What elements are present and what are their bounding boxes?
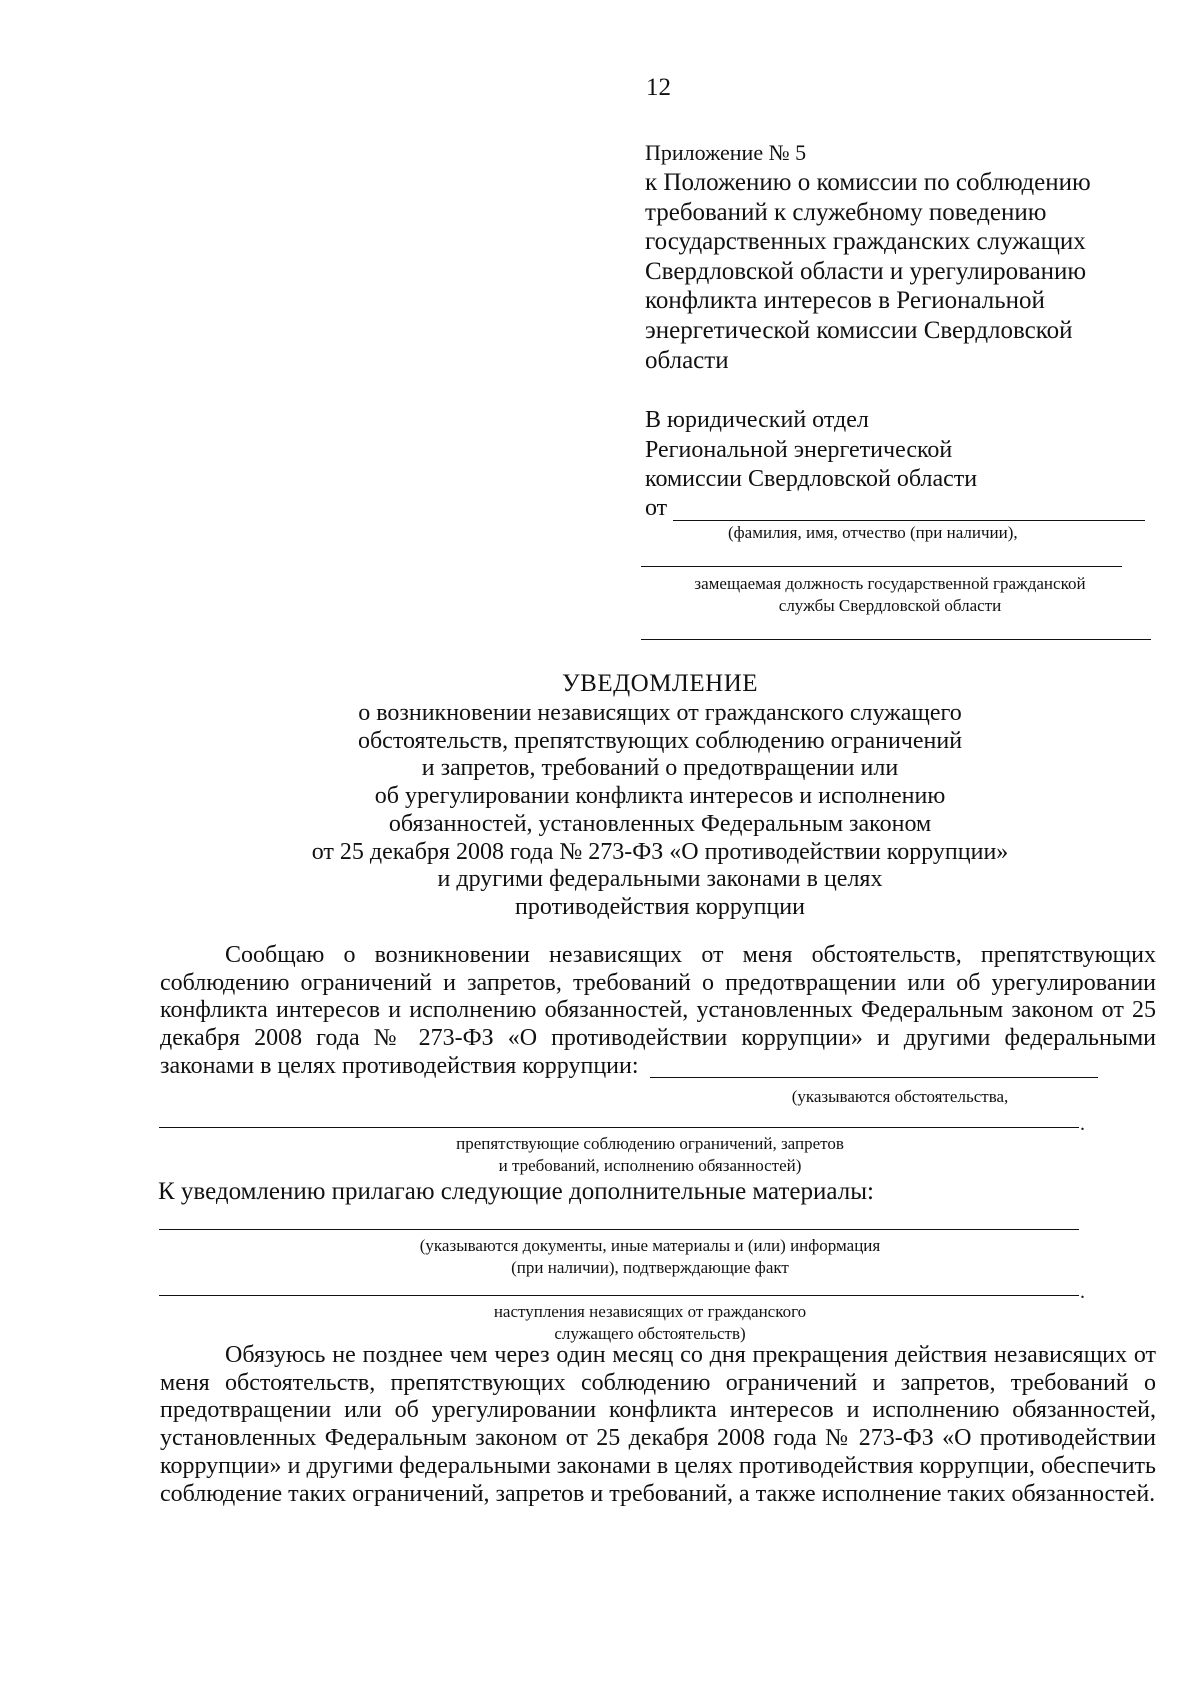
page-number: 12: [646, 74, 671, 101]
materials-hint-line: наступления независящих от гражданского: [493, 1302, 807, 1321]
notice-subtitle-line: от 25 декабря 2008 года № 273-ФЗ «О противодействии коррупции»: [311, 838, 1009, 865]
circumstances-hint-line: препятствующие соблюдению ограничений, запретов: [456, 1134, 844, 1153]
annex-line: государственных гражданских служащих: [645, 228, 1086, 256]
annex-line: Свердловской области и урегулированию: [645, 257, 1087, 285]
circumstances-field[interactable]: [650, 1077, 1098, 1078]
sender-position-field[interactable]: [641, 639, 1151, 640]
addressee-line: Региональной энергетической: [645, 436, 953, 463]
annex-line: к Положению о комиссии по соблюдению: [645, 169, 1091, 196]
materials-hint-line: (при наличии), подтверждающие факт: [511, 1258, 789, 1277]
materials-hint-line: служащего обстоятельств): [554, 1324, 746, 1343]
circumstances-hint: (указываются обстоятельства,: [791, 1087, 1009, 1106]
period-mark: .: [1080, 1281, 1085, 1303]
notice-subtitle-line: обязанностей, установленных Федеральным законом: [388, 810, 932, 837]
circumstances-hint-line: и требований, исполнению обязанностей): [498, 1156, 802, 1175]
annex-line: энергетической комиссии Свердловской: [645, 316, 1073, 344]
addressee-line: В юридический отдел: [645, 407, 869, 433]
circumstances-hint-cont: [340, 1133, 960, 1177]
annex-line: конфликта интересов в Региональной: [645, 287, 1045, 315]
circumstances-field-line-2[interactable]: [159, 1127, 1079, 1128]
notice-title: УВЕДОМЛЕНИЕ: [561, 670, 759, 697]
notice-subtitle-line: противодействия коррупции: [515, 893, 805, 920]
materials-hint-line: (указываются документы, иные материалы и (или) информация: [419, 1236, 881, 1255]
addressee-block: [645, 406, 1165, 525]
body-paragraph-report: Сообщаю о возникновении независящих от меня обстоятельств, препятствующих соблюдению ограничений и запретов, требований о предотвращении или об урегулировании конфликта интересов и исполнению обязанностей, установленных Федеральным законом от 25 декабря 2008 года № 273-ФЗ «О противодействии коррупции» и другими федеральными законами в целях противодействия коррупции:: [160, 942, 1156, 1079]
materials-hint: [300, 1235, 1000, 1279]
annex-line: области: [645, 346, 729, 374]
materials-label: К уведомлению прилагаю следующие дополнительные материалы:: [158, 1178, 874, 1205]
notice-heading: [200, 668, 1120, 922]
period-mark: .: [1080, 1113, 1085, 1135]
body-paragraph-obligation: Обязуюсь не позднее чем через один месяц со дня прекращения действия независящих от меня обстоятельств, препятствующих соблюдению ограничений и запретов, требований о предотвращении или об урегулировании конфликта интересов и исполнению обязанностей, установленных Федеральным законом от 25 декабря 2008 года № 273-ФЗ «О противодействии коррупции» и другими федеральными законами в целях противодействия коррупции, обеспечить соблюдение таких ограничений, запретов и требований, а также исполнение таких обязанностей.: [160, 1342, 1156, 1507]
sender-name-field-line-2[interactable]: [641, 566, 1122, 567]
sender-position-hint: [640, 573, 1140, 617]
annex-title: Приложение № 5: [645, 140, 807, 165]
sender-position-hint-line: замещаемая должность государственной гражданской: [694, 574, 1086, 593]
addressee-line: комиссии Свердловской области: [645, 466, 978, 492]
notice-subtitle-line: и другими федеральными законами в целях: [437, 866, 883, 893]
materials-field-line-2[interactable]: [159, 1295, 1079, 1296]
materials-hint-cont: [340, 1301, 960, 1345]
from-label: от: [645, 494, 668, 521]
sender-name-hint: (фамилия, имя, отчество (при наличии),: [728, 523, 1018, 542]
notice-subtitle-line: о возникновении независящих от гражданского служащего: [358, 700, 962, 726]
notice-subtitle-line: об урегулировании конфликта интересов и исполнению: [374, 783, 946, 810]
annex-line: требований к служебному поведению: [645, 198, 1047, 226]
annex-block: [645, 138, 1165, 375]
notice-subtitle-line: обстоятельств, препятствующих соблюдению ограничений: [357, 727, 963, 754]
notice-subtitle-line: и запретов, требований о предотвращении или: [421, 755, 899, 782]
from-row: [645, 495, 1165, 525]
materials-field[interactable]: [159, 1229, 1079, 1230]
sender-position-hint-line: службы Свердловской области: [778, 596, 1002, 615]
sender-name-field[interactable]: [673, 520, 1145, 521]
